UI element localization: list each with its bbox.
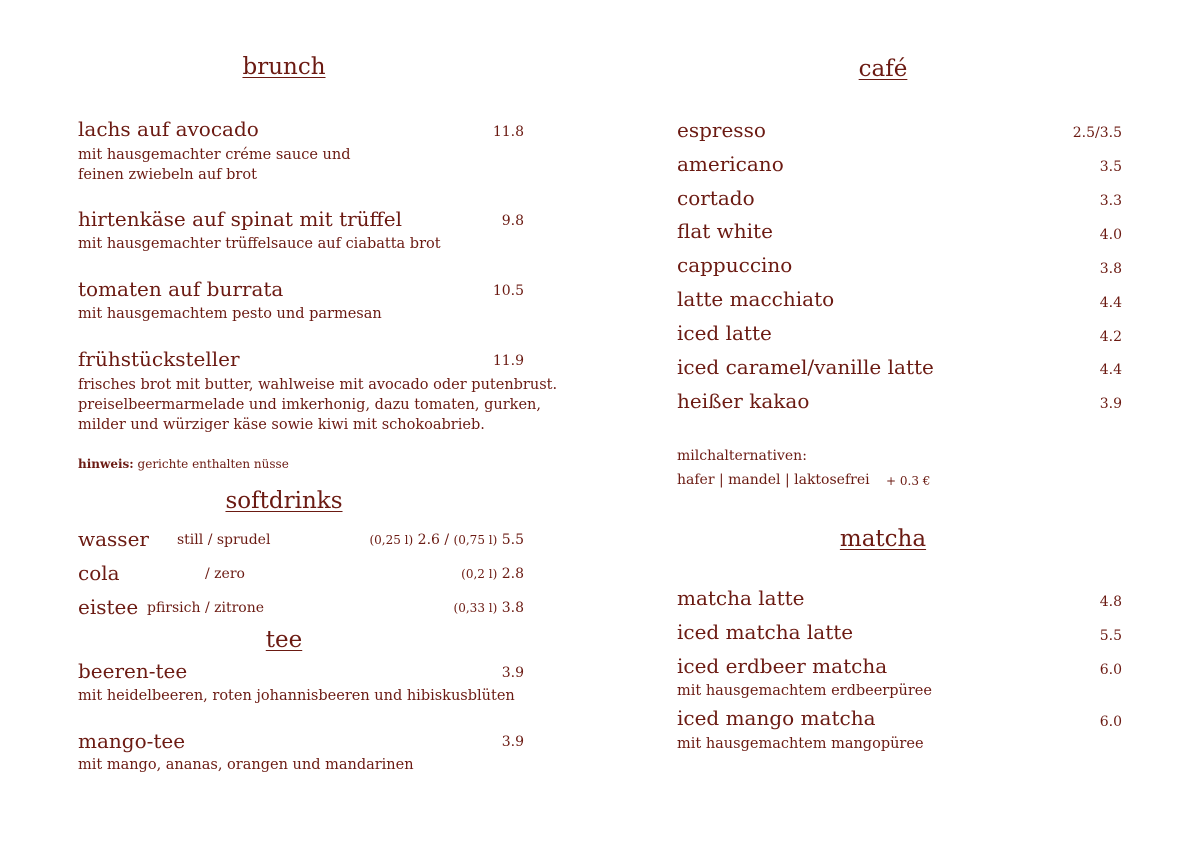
menu-item-price: 5.5 — [1099, 628, 1122, 644]
menu-item-price: 2.8 — [501, 566, 524, 582]
menu-item-name: iced latte — [677, 321, 772, 345]
menu-item-price: 11.9 — [492, 353, 524, 369]
drink-prices — [461, 566, 524, 582]
menu-item-name: flat white — [677, 219, 773, 243]
milk-alternatives-price: + 0.3 € — [886, 474, 931, 488]
menu-item-description: mit hausgemachter créme sauce und feinen zwiebeln auf brot — [78, 147, 351, 183]
note-text: gerichte enthalten nüsse — [133, 457, 289, 471]
menu-item-name: lachs auf avocado — [78, 117, 259, 141]
milk-alternatives-label: milchalternativen: — [677, 448, 807, 464]
drink-prices — [454, 600, 524, 616]
menu-item-description: mit hausgemachtem mangopüree — [677, 736, 924, 752]
menu-item-description: frisches brot mit butter, wahlweise mit avocado oder putenbrust. preiselbeermarmelade und imkerhonig, dazu tomaten, gurken, milder und würziger käse sowie kiwi mit schokoabrieb. — [78, 377, 558, 433]
tee-heading: tee — [265, 627, 303, 653]
menu-item-price: 3.3 — [1099, 193, 1122, 209]
allergy-note — [78, 457, 289, 471]
size-label: (0,33 l) — [453, 601, 498, 615]
menu-item-price: 6.0 — [1099, 714, 1122, 730]
menu-item-price: 3.8 — [1099, 261, 1122, 277]
note-label: hinweis: — [78, 457, 134, 471]
menu-item-description: mit hausgemachtem pesto und parmesan — [78, 306, 382, 322]
menu-item-name: heißer kakao — [677, 389, 810, 413]
menu-item-name: iced matcha latte — [677, 620, 854, 644]
milk-alternatives-options: hafer | mandel | laktosefrei — [677, 472, 870, 488]
menu-item-name: cortado — [677, 186, 755, 210]
menu-item-price: 11.8 — [492, 124, 524, 140]
menu-item-name: beeren-tee — [78, 659, 188, 683]
brunch-heading: brunch — [242, 54, 326, 80]
menu-item-name: frühstücksteller — [78, 347, 240, 371]
menu-item-price: 2.6 — [417, 532, 440, 548]
menu-item-name: iced mango matcha — [677, 706, 876, 730]
matcha-heading: matcha — [839, 526, 927, 552]
menu-item-name: cappuccino — [677, 253, 793, 277]
menu-item-name: eistee — [78, 595, 139, 619]
drink-variant: still / sprudel — [177, 532, 271, 548]
menu-item-price: 6.0 — [1099, 662, 1122, 678]
cafe-heading: café — [858, 56, 908, 82]
size-label: (0,75 l) — [453, 533, 498, 547]
menu-item-price: 2.5/3.5 — [1072, 125, 1122, 141]
menu-item-name: espresso — [677, 118, 766, 142]
drink-prices — [369, 532, 524, 548]
menu-item-price: 5.5 — [501, 532, 524, 548]
menu-item-price: 4.0 — [1099, 227, 1122, 243]
menu-item-price: 4.2 — [1099, 329, 1122, 345]
drink-variant: / zero — [205, 566, 245, 582]
menu-item-name: wasser — [78, 527, 149, 551]
drink-variant: pfirsich / zitrone — [147, 600, 265, 616]
softdrinks-heading: softdrinks — [225, 488, 343, 514]
menu-item-name: hirtenkäse auf spinat mit trüffel — [78, 207, 402, 231]
menu-item-name: americano — [677, 152, 784, 176]
menu-item-price: 4.8 — [1099, 594, 1122, 610]
menu-item-price: 3.5 — [1099, 159, 1122, 175]
menu-item-price: 10.5 — [492, 283, 524, 299]
menu-item-description: mit hausgemachtem erdbeerpüree — [677, 683, 932, 699]
menu-item-description: mit heidelbeeren, roten johannisbeeren und hibiskusblüten — [78, 688, 515, 704]
menu-item-description: mit hausgemachter trüffelsauce auf ciabatta brot — [78, 236, 441, 252]
menu-item-name: iced caramel/vanille latte — [677, 355, 934, 379]
menu-item-name: cola — [78, 561, 120, 585]
price-separator: / — [444, 532, 450, 548]
size-label: (0,2 l) — [461, 567, 498, 581]
menu-item-name: latte macchiato — [677, 287, 835, 311]
size-label: (0,25 l) — [369, 533, 414, 547]
menu-item-price: 3.9 — [1099, 396, 1122, 412]
menu-item-price: 9.8 — [501, 213, 524, 229]
menu-item-price: 3.9 — [501, 665, 524, 681]
menu-item-name: matcha latte — [677, 586, 805, 610]
menu-item-price: 4.4 — [1099, 362, 1122, 378]
menu-item-name: mango-tee — [78, 729, 186, 753]
menu-item-name: tomaten auf burrata — [78, 277, 284, 301]
menu-item-description: mit mango, ananas, orangen und mandarinen — [78, 757, 414, 773]
menu-item-price: 3.8 — [501, 600, 524, 616]
menu-item-price: 3.9 — [501, 734, 524, 750]
menu-item-name: iced erdbeer matcha — [677, 654, 888, 678]
menu-item-price: 4.4 — [1099, 295, 1122, 311]
